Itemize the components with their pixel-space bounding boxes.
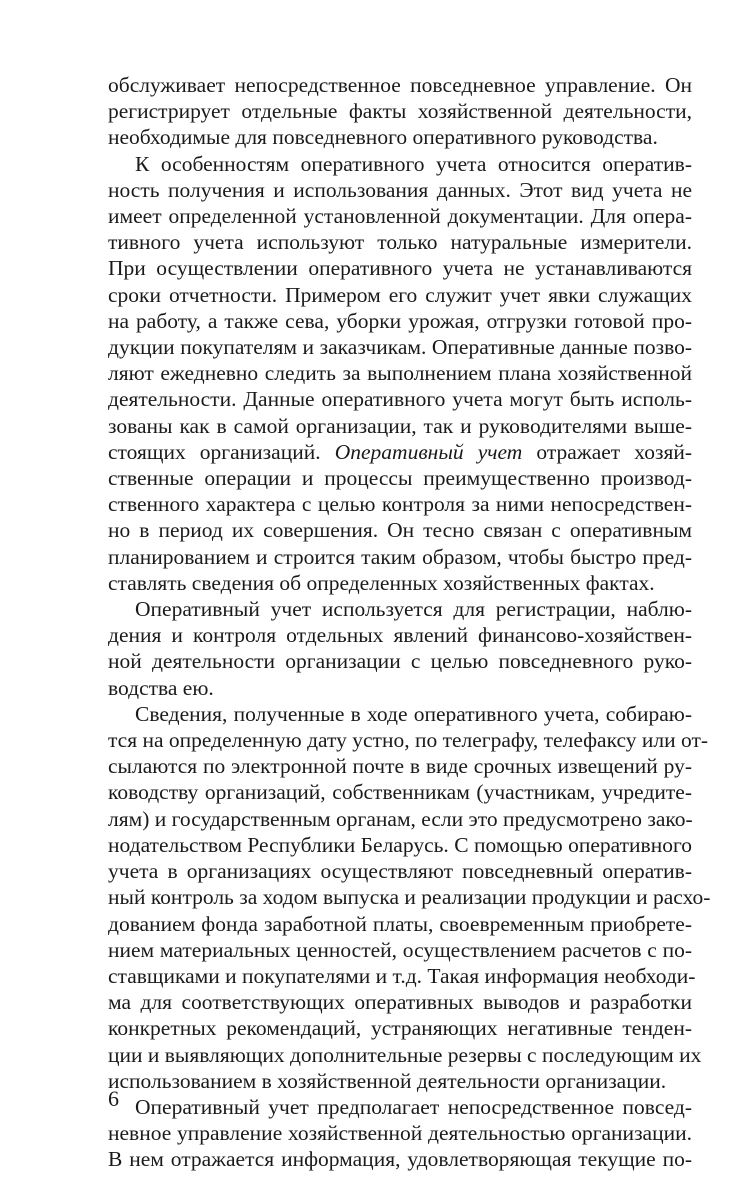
text-line: ководству организаций, собственникам (участникам, учредите- [108, 780, 692, 805]
text-line: необходимые для повседневного оперативного руководства. [108, 125, 658, 150]
text-line: При осуществлении оперативного учета не устанавливаются [108, 256, 692, 281]
text-segment: отражает хозяй- [522, 439, 693, 464]
text-line: дованием фонда заработной платы, своевременным приобрете- [108, 911, 692, 936]
text-line: сроки отчетности. Примером его служит учет явки служащих [108, 282, 692, 307]
text-line: К особенностям оперативного учета относится оператив- [135, 151, 692, 176]
text-line: невное управление хозяйственной деятельностью организации. [108, 1121, 692, 1146]
text-line: тивного учета используют только натуральные измерители. [108, 230, 692, 255]
text-line: ставлять сведения об определенных хозяйственных фактах. [108, 570, 655, 595]
text-line: ность получения и использования данных. Этот вид учета не [108, 177, 692, 202]
text-segment: стоящих организаций. [108, 439, 335, 464]
text-line: ственного характера с целью контроля за ними непосредствен- [108, 492, 692, 517]
text-line: В нем отражается информация, удовлетворяющая текущие по- [108, 1147, 692, 1172]
text-line: учета в организациях осуществляют повседневный оператив- [108, 859, 692, 884]
text-line: Оперативный учет используется для регистрации, наблю- [135, 597, 692, 622]
text-line: дения и контроля отдельных явлений финансово-хозяйствен- [108, 623, 692, 648]
page-number: 6 [108, 1086, 119, 1111]
paragraph-4 [108, 701, 711, 1094]
paragraph-3 [108, 596, 692, 701]
text-line: дукции покупателям и заказчикам. Оперативные данные позво- [108, 335, 692, 360]
text-line: планированием и строится таким образом, чтобы быстро пред- [108, 544, 692, 569]
text-line: конкретных рекомендаций, устраняющих негативные тенден- [108, 1016, 692, 1041]
text-line: ляют ежедневно следить за выполнением плана хозяйственной [108, 361, 692, 386]
page-body [108, 72, 711, 1173]
text-line: нием материальных ценностей, осуществлением расчетов с по- [108, 937, 692, 962]
paragraph-5 [108, 1094, 692, 1173]
text-line: обслуживает непосредственное повседневное управление. Он [108, 73, 692, 97]
text-line: ции и выявляющих дополнительные резервы с последующим их [108, 1042, 702, 1067]
text-line: регистрирует отдельные факты хозяйственной деятельности, [108, 99, 692, 124]
text-line: водства ею. [108, 675, 214, 700]
paragraph-2 [108, 151, 692, 596]
paragraph-1 [108, 72, 692, 151]
text-line: ный контроль за ходом выпуска и реализации продукции и расхо- [108, 885, 711, 910]
text-line: ной деятельности организации с целью повседневного руко- [108, 649, 692, 674]
text-line: сылаются по электронной почте в виде срочных извещений ру- [108, 754, 692, 779]
text-line: использованием в хозяйственной деятельности организации. [108, 1068, 667, 1093]
text-line: но в период их совершения. Он тесно связан с оперативным [108, 518, 692, 543]
text-line: ма для соответствующих оперативных выводов и разработки [108, 990, 692, 1015]
text-line: ставщиками и покупателями и т.д. Такая информация необходи- [108, 963, 696, 988]
text-line: Сведения, полученные в ходе оперативного учета, собираю- [135, 701, 692, 726]
text-line: лям) и государственным органам, если это предусмотрено зако- [108, 806, 693, 831]
text-line: имеет определенной установленной документации. Для опера- [108, 204, 692, 229]
italic-term: Оперативный учет [334, 439, 523, 464]
text-line: ственные операции и процессы преимущественно производ- [108, 466, 692, 491]
text-line: Оперативный учет предполагает непосредственное повсед- [135, 1094, 692, 1119]
text-line: зованы как в самой организации, так и руководителями выше- [108, 413, 692, 438]
text-line: деятельности. Данные оперативного учета могут быть исполь- [108, 387, 692, 412]
text-line: нодательством Республики Беларусь. С помощью оперативного [108, 832, 692, 857]
text-line: тся на определенную дату устно, по телеграфу, телефаксу или от- [108, 728, 709, 753]
text-line-with-term [108, 439, 692, 465]
text-line: на работу, а также сева, уборки урожая, отгрузки готовой про- [108, 308, 692, 333]
